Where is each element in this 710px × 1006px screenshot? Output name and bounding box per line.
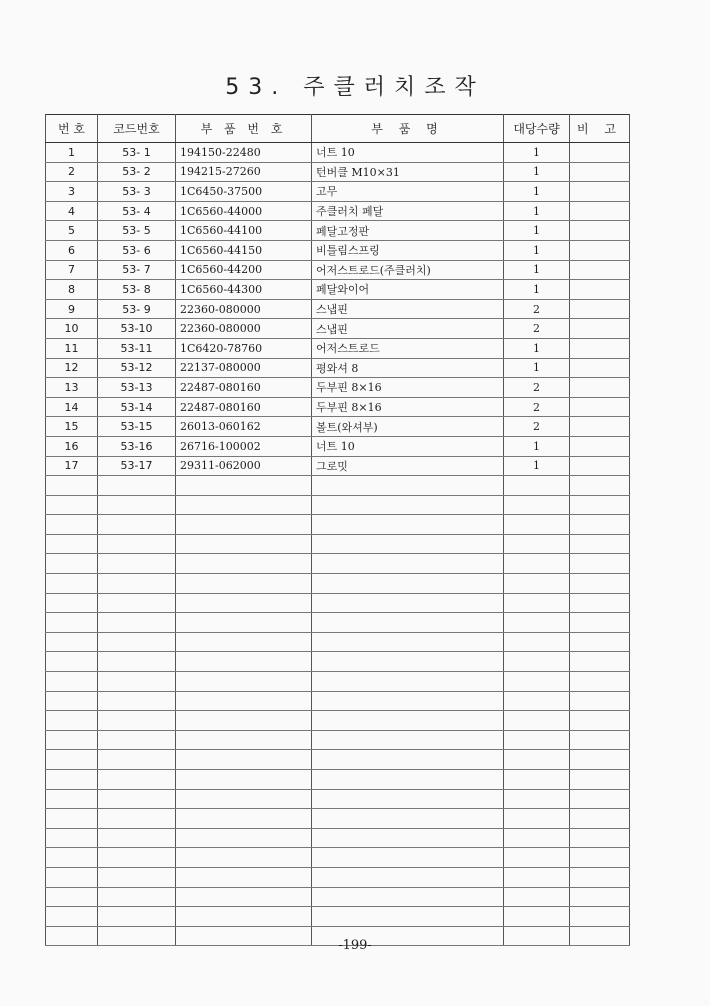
row-part-name: [312, 534, 504, 554]
row-part-number: [176, 495, 312, 515]
empty-table-row: [46, 887, 630, 907]
row-code-number: 53-16: [98, 436, 176, 456]
row-remark: [570, 456, 630, 476]
row-part-name: [312, 907, 504, 927]
row-quantity: [504, 907, 570, 927]
row-code-number: 53- 1: [98, 143, 176, 163]
row-quantity: 1: [504, 143, 570, 163]
row-quantity: [504, 691, 570, 711]
row-part-number: [176, 652, 312, 672]
row-part-number: 26013-060162: [176, 417, 312, 437]
row-number: [46, 789, 98, 809]
row-part-number: [176, 730, 312, 750]
row-remark: [570, 280, 630, 300]
row-code-number: 53- 8: [98, 280, 176, 300]
table-row: [46, 162, 630, 182]
row-part-name: 페달고정판: [312, 221, 504, 241]
row-number: [46, 828, 98, 848]
row-remark: [570, 436, 630, 456]
row-remark: [570, 417, 630, 437]
row-remark: [570, 770, 630, 790]
row-quantity: 2: [504, 299, 570, 319]
row-part-name: [312, 515, 504, 535]
row-code-number: 53-13: [98, 378, 176, 398]
row-code-number: [98, 515, 176, 535]
row-part-name: [312, 632, 504, 652]
row-part-number: [176, 828, 312, 848]
row-code-number: 53- 2: [98, 162, 176, 182]
row-part-number: 194150-22480: [176, 143, 312, 163]
parts-table: [45, 114, 630, 946]
row-part-name: [312, 711, 504, 731]
row-number: [46, 632, 98, 652]
row-number: [46, 770, 98, 790]
row-part-number: [176, 809, 312, 829]
row-part-number: 1C6560-44300: [176, 280, 312, 300]
row-part-name: [312, 613, 504, 633]
table-row: [46, 240, 630, 260]
row-part-name: 페달와이어: [312, 280, 504, 300]
empty-table-row: [46, 672, 630, 692]
empty-table-row: [46, 593, 630, 613]
row-code-number: [98, 554, 176, 574]
row-part-name: [312, 554, 504, 574]
row-number: 12: [46, 358, 98, 378]
row-number: [46, 495, 98, 515]
row-remark: [570, 574, 630, 594]
row-part-name: [312, 730, 504, 750]
page-number: -199-: [338, 938, 372, 953]
row-quantity: 1: [504, 201, 570, 221]
row-part-number: 1C6560-44200: [176, 260, 312, 280]
row-quantity: [504, 867, 570, 887]
table-row: [46, 456, 630, 476]
row-part-number: 29311-062000: [176, 456, 312, 476]
row-part-name: 어저스트로드(주클러치): [312, 260, 504, 280]
row-remark: [570, 299, 630, 319]
row-code-number: 53-17: [98, 456, 176, 476]
row-part-name: [312, 691, 504, 711]
row-quantity: 1: [504, 358, 570, 378]
row-number: [46, 476, 98, 496]
row-number: [46, 534, 98, 554]
row-quantity: 2: [504, 378, 570, 398]
row-part-name: 주클러치 페달: [312, 201, 504, 221]
row-number: 8: [46, 280, 98, 300]
row-number: [46, 809, 98, 829]
row-quantity: [504, 613, 570, 633]
row-part-number: [176, 534, 312, 554]
row-quantity: [504, 730, 570, 750]
empty-table-row: [46, 554, 630, 574]
row-part-number: [176, 515, 312, 535]
row-part-name: [312, 867, 504, 887]
row-remark: [570, 887, 630, 907]
row-number: 15: [46, 417, 98, 437]
row-code-number: [98, 848, 176, 868]
row-code-number: [98, 672, 176, 692]
row-remark: [570, 201, 630, 221]
row-part-name: [312, 887, 504, 907]
row-number: [46, 711, 98, 731]
row-quantity: [504, 632, 570, 652]
row-code-number: 53-11: [98, 338, 176, 358]
row-code-number: [98, 613, 176, 633]
row-code-number: 53-14: [98, 397, 176, 417]
row-number: 4: [46, 201, 98, 221]
table-row: [46, 280, 630, 300]
empty-table-row: [46, 789, 630, 809]
row-quantity: [504, 554, 570, 574]
header-remark: 비 고: [570, 115, 630, 143]
empty-table-row: [46, 574, 630, 594]
row-number: [46, 554, 98, 574]
row-quantity: [504, 750, 570, 770]
empty-table-row: [46, 848, 630, 868]
row-part-name: [312, 574, 504, 594]
empty-table-row: [46, 711, 630, 731]
row-remark: [570, 789, 630, 809]
row-part-name: [312, 672, 504, 692]
row-quantity: [504, 711, 570, 731]
row-quantity: 1: [504, 456, 570, 476]
row-quantity: 1: [504, 260, 570, 280]
empty-table-row: [46, 867, 630, 887]
row-quantity: 1: [504, 280, 570, 300]
row-code-number: 53- 5: [98, 221, 176, 241]
row-part-number: 22487-080160: [176, 397, 312, 417]
row-remark: [570, 240, 630, 260]
empty-table-row: [46, 691, 630, 711]
row-number: 11: [46, 338, 98, 358]
row-part-number: [176, 672, 312, 692]
row-remark: [570, 260, 630, 280]
row-part-number: [176, 887, 312, 907]
row-number: [46, 907, 98, 927]
header-quantity: 대당수량: [504, 115, 570, 143]
empty-table-row: [46, 809, 630, 829]
row-code-number: [98, 711, 176, 731]
row-remark: [570, 378, 630, 398]
row-code-number: [98, 652, 176, 672]
row-part-number: [176, 907, 312, 927]
row-remark: [570, 593, 630, 613]
row-number: 16: [46, 436, 98, 456]
row-code-number: [98, 632, 176, 652]
row-code-number: [98, 828, 176, 848]
row-quantity: 1: [504, 162, 570, 182]
row-code-number: [98, 495, 176, 515]
row-number: 9: [46, 299, 98, 319]
row-part-name: [312, 750, 504, 770]
row-number: [46, 887, 98, 907]
row-number: [46, 574, 98, 594]
row-remark: [570, 162, 630, 182]
row-quantity: [504, 789, 570, 809]
row-number: 14: [46, 397, 98, 417]
row-number: 6: [46, 240, 98, 260]
row-part-name: [312, 828, 504, 848]
table-row: [46, 358, 630, 378]
row-number: 10: [46, 319, 98, 339]
row-part-number: 22360-080000: [176, 299, 312, 319]
row-number: [46, 672, 98, 692]
row-number: 5: [46, 221, 98, 241]
row-code-number: 53- 9: [98, 299, 176, 319]
row-part-name: [312, 809, 504, 829]
row-number: [46, 750, 98, 770]
row-number: [46, 848, 98, 868]
row-part-name: [312, 495, 504, 515]
header-part-name: 부 품 명: [312, 115, 504, 143]
row-part-name: 두부핀 8×16: [312, 397, 504, 417]
row-part-number: [176, 789, 312, 809]
row-part-number: 1C6560-44000: [176, 201, 312, 221]
row-part-name: 그로밋: [312, 456, 504, 476]
row-remark: [570, 358, 630, 378]
row-code-number: 53-10: [98, 319, 176, 339]
table-row: [46, 378, 630, 398]
row-part-number: [176, 867, 312, 887]
row-code-number: [98, 534, 176, 554]
row-remark: [570, 495, 630, 515]
row-part-number: [176, 574, 312, 594]
row-part-name: 스냅핀: [312, 319, 504, 339]
row-part-name: [312, 476, 504, 496]
row-part-number: 22360-080000: [176, 319, 312, 339]
row-quantity: 2: [504, 417, 570, 437]
row-code-number: [98, 730, 176, 750]
row-code-number: [98, 867, 176, 887]
row-part-number: 194215-27260: [176, 162, 312, 182]
table-row: [46, 221, 630, 241]
row-code-number: 53-12: [98, 358, 176, 378]
empty-table-row: [46, 495, 630, 515]
row-remark: [570, 221, 630, 241]
row-code-number: [98, 574, 176, 594]
row-quantity: [504, 672, 570, 692]
row-remark: [570, 672, 630, 692]
row-number: [46, 613, 98, 633]
row-quantity: 2: [504, 397, 570, 417]
row-part-name: 두부핀 8×16: [312, 378, 504, 398]
row-number: 7: [46, 260, 98, 280]
row-quantity: [504, 887, 570, 907]
table-row: [46, 201, 630, 221]
row-part-number: 22137-080000: [176, 358, 312, 378]
row-code-number: [98, 750, 176, 770]
row-number: [46, 515, 98, 535]
row-remark: [570, 476, 630, 496]
row-number: [46, 730, 98, 750]
row-part-number: 1C6450-37500: [176, 182, 312, 202]
row-code-number: [98, 593, 176, 613]
row-number: [46, 652, 98, 672]
row-part-name: 볼트(와셔부): [312, 417, 504, 437]
table-row: [46, 417, 630, 437]
row-remark: [570, 848, 630, 868]
empty-table-row: [46, 613, 630, 633]
header-code-number: 코드번호: [98, 115, 176, 143]
row-remark: [570, 515, 630, 535]
empty-table-row: [46, 750, 630, 770]
row-remark: [570, 143, 630, 163]
row-code-number: 53-15: [98, 417, 176, 437]
row-quantity: [504, 848, 570, 868]
row-code-number: 53- 4: [98, 201, 176, 221]
row-quantity: 1: [504, 182, 570, 202]
empty-table-row: [46, 632, 630, 652]
row-number: 3: [46, 182, 98, 202]
empty-table-row: [46, 652, 630, 672]
row-part-name: 스냅핀: [312, 299, 504, 319]
row-quantity: 2: [504, 319, 570, 339]
row-quantity: [504, 652, 570, 672]
row-part-name: 평와셔 8: [312, 358, 504, 378]
table-row: [46, 319, 630, 339]
row-code-number: [98, 887, 176, 907]
row-part-name: 너트 10: [312, 436, 504, 456]
row-number: 13: [46, 378, 98, 398]
row-quantity: [504, 495, 570, 515]
row-number: 2: [46, 162, 98, 182]
row-remark: [570, 691, 630, 711]
row-remark: [570, 809, 630, 829]
row-number: 17: [46, 456, 98, 476]
parts-table-body: [46, 143, 630, 946]
row-quantity: [504, 515, 570, 535]
row-number: [46, 867, 98, 887]
row-part-name: 비틀림스프링: [312, 240, 504, 260]
row-remark: [570, 828, 630, 848]
row-part-number: 1C6420-78760: [176, 338, 312, 358]
row-quantity: [504, 593, 570, 613]
row-part-name: [312, 593, 504, 613]
row-code-number: [98, 907, 176, 927]
empty-table-row: [46, 515, 630, 535]
row-part-name: 턴버클 M10×31: [312, 162, 504, 182]
row-part-number: [176, 613, 312, 633]
row-part-number: 26716-100002: [176, 436, 312, 456]
row-part-name: [312, 652, 504, 672]
row-remark: [570, 534, 630, 554]
row-part-name: 고무: [312, 182, 504, 202]
row-code-number: [98, 476, 176, 496]
row-remark: [570, 750, 630, 770]
parts-table-header: [46, 115, 630, 143]
row-quantity: 1: [504, 240, 570, 260]
row-remark: [570, 711, 630, 731]
row-part-number: [176, 711, 312, 731]
table-row: [46, 436, 630, 456]
empty-table-row: [46, 730, 630, 750]
row-code-number: 53- 7: [98, 260, 176, 280]
table-row: [46, 182, 630, 202]
row-code-number: [98, 789, 176, 809]
row-part-number: [176, 750, 312, 770]
row-part-number: [176, 632, 312, 652]
row-part-number: [176, 593, 312, 613]
table-row: [46, 260, 630, 280]
table-row: [46, 143, 630, 163]
empty-table-row: [46, 476, 630, 496]
row-remark: [570, 319, 630, 339]
row-number: 1: [46, 143, 98, 163]
row-code-number: [98, 770, 176, 790]
row-number: [46, 691, 98, 711]
row-part-number: 1C6560-44150: [176, 240, 312, 260]
row-remark: [570, 182, 630, 202]
table-row: [46, 397, 630, 417]
header-part-number: 부 품 번 호: [176, 115, 312, 143]
row-part-name: 너트 10: [312, 143, 504, 163]
row-remark: [570, 907, 630, 927]
row-quantity: 1: [504, 221, 570, 241]
row-number: [46, 593, 98, 613]
row-part-number: [176, 554, 312, 574]
row-part-number: [176, 770, 312, 790]
row-remark: [570, 632, 630, 652]
row-part-number: [176, 476, 312, 496]
row-code-number: [98, 809, 176, 829]
table-row: [46, 299, 630, 319]
header-number: 번 호: [46, 115, 98, 143]
row-quantity: [504, 534, 570, 554]
page-title: 53. 주클러치조작: [225, 75, 485, 100]
row-quantity: [504, 828, 570, 848]
row-quantity: [504, 809, 570, 829]
row-part-name: [312, 848, 504, 868]
empty-table-row: [46, 828, 630, 848]
table-row: [46, 338, 630, 358]
row-quantity: [504, 574, 570, 594]
row-part-name: [312, 789, 504, 809]
empty-table-row: [46, 770, 630, 790]
row-quantity: [504, 476, 570, 496]
row-remark: [570, 554, 630, 574]
row-part-number: 1C6560-44100: [176, 221, 312, 241]
row-remark: [570, 397, 630, 417]
row-part-name: [312, 770, 504, 790]
row-remark: [570, 613, 630, 633]
empty-table-row: [46, 907, 630, 927]
row-quantity: 1: [504, 436, 570, 456]
row-part-name: 어저스트로드: [312, 338, 504, 358]
row-code-number: [98, 691, 176, 711]
empty-table-row: [46, 534, 630, 554]
row-remark: [570, 652, 630, 672]
row-remark: [570, 338, 630, 358]
row-quantity: 1: [504, 338, 570, 358]
row-quantity: [504, 770, 570, 790]
row-remark: [570, 730, 630, 750]
row-part-number: [176, 691, 312, 711]
row-code-number: 53- 3: [98, 182, 176, 202]
row-part-number: 22487-080160: [176, 378, 312, 398]
row-part-number: [176, 848, 312, 868]
row-code-number: 53- 6: [98, 240, 176, 260]
row-remark: [570, 867, 630, 887]
